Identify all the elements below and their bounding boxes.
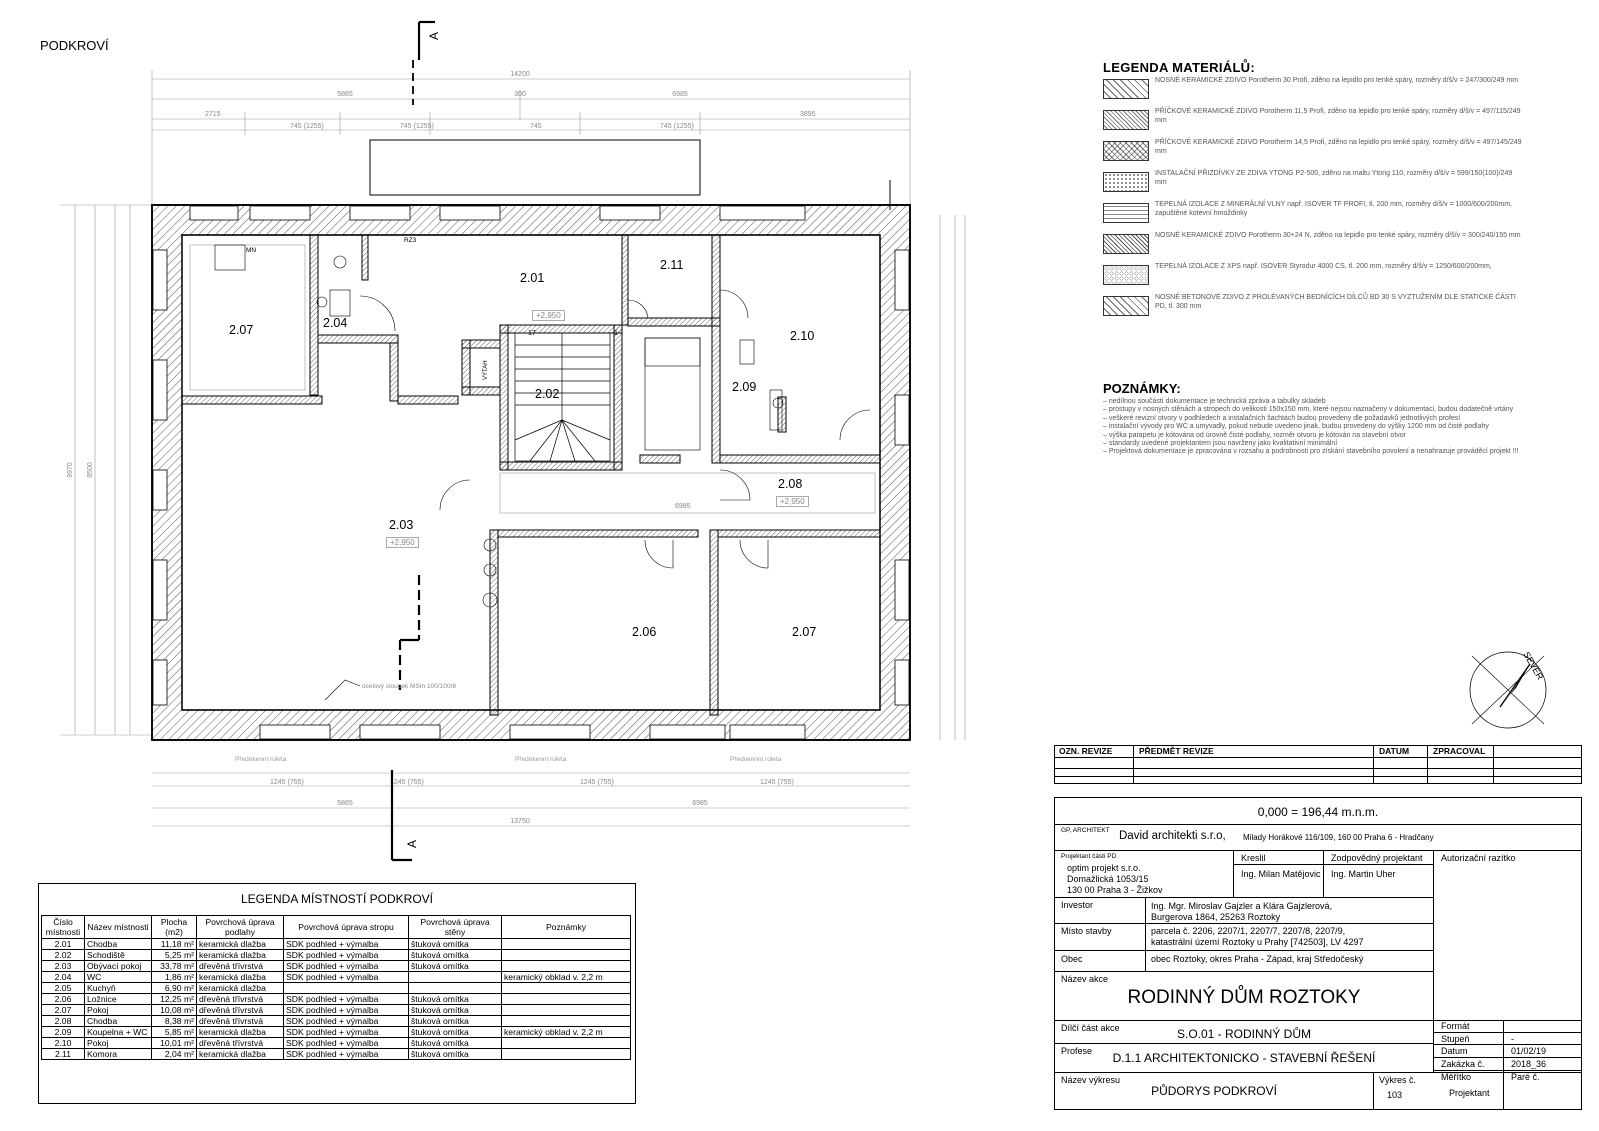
- outer-walls: [152, 205, 910, 740]
- section-label-bottom: A: [405, 839, 419, 848]
- table-cell: 2.07: [42, 1005, 85, 1016]
- note-item: – instalační vývody pro WC a umyvadly, pokud nebude uvedeno jinak, budou provedeny do výšky 1200 mm od čisté podlahy: [1103, 423, 1523, 431]
- sheet-number: 103: [1387, 1090, 1403, 1100]
- material-row: [1103, 263, 1523, 291]
- table-cell: [502, 1049, 631, 1060]
- table-cell: SDK podhled + výmalba: [284, 1049, 409, 1060]
- rz-label: RZ3: [404, 237, 417, 244]
- room-label-2.07: 2.07: [792, 625, 817, 639]
- material-row: [1103, 232, 1523, 260]
- dim-left: 5865: [337, 91, 353, 98]
- table-row: [42, 1027, 631, 1038]
- title-block: [1054, 797, 1582, 1110]
- table-cell: Pokoj: [85, 1005, 152, 1016]
- material-swatch: [1103, 265, 1149, 285]
- room-label-2.11: 2.11: [660, 258, 684, 272]
- interior-walls: [182, 235, 880, 715]
- table-cell: 2.03: [42, 961, 85, 972]
- table-cell: keramická dlažba: [197, 1027, 284, 1038]
- dim-inner-depth: 8500: [87, 462, 94, 478]
- col-header: Poznámky: [502, 916, 631, 939]
- table-cell: 11,18 m²: [152, 939, 197, 950]
- note-item: – standardy uvedené projektantem jsou navrženy jako kvalitativní minimální: [1103, 440, 1523, 448]
- dim-b4: 1245 (755): [760, 779, 794, 786]
- material-swatch: [1103, 79, 1149, 99]
- table-row: [42, 1038, 631, 1049]
- table-cell: 1,86 m²: [152, 972, 197, 983]
- table-cell: [409, 972, 502, 983]
- table-cell: [502, 1016, 631, 1027]
- table-cell: dřevěná třívrstvá: [197, 961, 284, 972]
- date-value: 01/02/19: [1511, 1046, 1547, 1056]
- table-cell: 2.02: [42, 950, 85, 961]
- material-text: NOSNÉ KERAMICKÉ ZDIVO Porotherm 30 Profi, zděno na lepidlo pro tenké spáry, rozměry d/š/v = 247/300/249 mm: [1155, 77, 1519, 84]
- municipality: obec Roztoky, okres Praha - Západ, kraj Středočeský: [1151, 954, 1364, 964]
- table-cell: 10,08 m²: [152, 1005, 197, 1016]
- drew-label: Kreslil: [1241, 853, 1266, 863]
- table-cell: Chodba: [85, 1016, 152, 1027]
- table-cell: [502, 983, 631, 994]
- table-cell: Koupelna + WC: [85, 1027, 152, 1038]
- table-cell: [502, 950, 631, 961]
- material-swatch: [1103, 234, 1149, 254]
- dim-f: 3895: [800, 111, 816, 118]
- architect-name: David architekti s.r.o,: [1119, 830, 1226, 842]
- dim-depth: 9970: [67, 462, 74, 478]
- copy-label: Paré č.: [1511, 1072, 1540, 1082]
- table-cell: [502, 1005, 631, 1016]
- table-cell: keramická dlažba: [197, 950, 284, 961]
- action-label: Název akce: [1061, 974, 1109, 984]
- table-cell: dřevěná třívrstvá: [197, 1016, 284, 1027]
- format-label: Formát: [1441, 1021, 1470, 1031]
- table-cell: SDK podhled + výmalba: [284, 961, 409, 972]
- table-cell: keramická dlažba: [197, 1049, 284, 1060]
- material-row: [1103, 77, 1523, 105]
- table-cell: 33,78 m²: [152, 961, 197, 972]
- table-cell: štuková omítka: [409, 1005, 502, 1016]
- table-row: [42, 1005, 631, 1016]
- table-cell: Ložnice: [85, 994, 152, 1005]
- material-text: TEPELNÁ IZOLACE Z MINERÁLNÍ VLNY např. ISOVER TF PROFI, tl. 200 mm, rozměry d/š/v = 1000/600/200mm, zapuštěné kotevní hmoždinky: [1155, 201, 1513, 217]
- section-label-top: A: [427, 31, 441, 40]
- dim-bottom-overall: 13750: [510, 818, 530, 825]
- table-row: [42, 961, 631, 972]
- material-swatch: [1103, 110, 1149, 130]
- rev-header: DATUM: [1379, 746, 1410, 756]
- col-header: Povrchová úprava stěny: [409, 916, 502, 939]
- room-label-2.01: 2.01: [520, 271, 545, 285]
- table-cell: 2.11: [42, 1049, 85, 1060]
- dim-c: 745 (1255): [400, 123, 434, 130]
- copy-value: Projektant: [1449, 1088, 1490, 1098]
- dim-b3: 1245 (755): [580, 779, 614, 786]
- elevator-label: VÝTAH: [483, 360, 489, 380]
- blind-label-3: Předokenní roleta: [730, 756, 782, 763]
- stair-top-number: 17: [528, 330, 536, 337]
- material-swatch: [1103, 141, 1149, 161]
- table-cell: [409, 983, 502, 994]
- table-cell: 12,25 m²: [152, 994, 197, 1005]
- note-item: – veškeré revizní otvory v podhledech a instalačních šachtách budou provedeny dle požadavků jednotlivých profesí: [1103, 415, 1523, 423]
- table-cell: 2,04 m²: [152, 1049, 197, 1060]
- table-cell: dřevěná třívrstvá: [197, 994, 284, 1005]
- staircase: [515, 333, 610, 461]
- degree-value: -: [1511, 1034, 1514, 1044]
- profession-label: Profese: [1061, 1046, 1093, 1056]
- table-cell: 10,01 m²: [152, 1038, 197, 1049]
- dim-b1: 1245 (755): [270, 779, 304, 786]
- table-cell: 6,90 m²: [152, 983, 197, 994]
- site-line1: parcela č. 2206, 2207/1, 2207/7, 2207/8, 2207/9,: [1151, 926, 1346, 936]
- windows: [153, 206, 909, 739]
- dim-b: 745 (1255): [290, 123, 324, 130]
- action-name: RODINNÝ DŮM ROZTOKY: [1127, 987, 1361, 1008]
- note-item: – prostupy v nosných stěnách a stropech do velikosti 150x150 mm, které nejsou naznačeny v dokumentaci, budou dodatečně vrtány: [1103, 406, 1523, 414]
- dim-right: 6985: [672, 91, 688, 98]
- site-line2: katastrální území Roztoky u Prahy [742503], LV 4297: [1151, 937, 1364, 947]
- table-cell: SDK podhled + výmalba: [284, 1005, 409, 1016]
- material-text: NOSNÉ BETONOVÉ ZDIVO Z PROLÉVANÝCH BEDNÍCÍCH DÍLCŮ BD 30 S VYZTUŽENÍM DLE STATICKÉ ČÁSTI PD, tl. 300 mm: [1155, 294, 1516, 310]
- table-cell: Pokoj: [85, 1038, 152, 1049]
- level-2.01: +2,950: [532, 310, 565, 321]
- drew-name: Ing. Milan Matějovic: [1241, 869, 1321, 879]
- dimension-lines-right: [940, 215, 965, 740]
- table-cell: keramický obklad v. 2,2 m: [502, 1027, 631, 1038]
- table-cell: 2.08: [42, 1016, 85, 1027]
- table-cell: SDK podhled + výmalba: [284, 1038, 409, 1049]
- table-cell: štuková omítka: [409, 1027, 502, 1038]
- material-text: NOSNÉ KERAMICKÉ ZDIVO Porotherm 30+24 N, zděno na lepidlo pro tenké spáry, rozměry d/š/v = 300/240/155 mm: [1155, 232, 1521, 239]
- degree-label: Stupeň: [1441, 1034, 1470, 1044]
- order-value: 2018_36: [1511, 1059, 1547, 1069]
- material-text: PŘÍČKOVÉ KERAMICKÉ ZDIVO Porotherm 11,5 Profi, zděno na lepidlo pro tenké spáry, rozměry d/š/v = 497/115/249 mm: [1155, 108, 1521, 124]
- table-cell: dřevěná třívrstvá: [197, 1038, 284, 1049]
- table-row: [42, 994, 631, 1005]
- order-label: Zakázka č.: [1441, 1059, 1485, 1069]
- pd-street: Domažlická 1053/15: [1067, 874, 1149, 884]
- table-cell: Schodiště: [85, 950, 152, 961]
- table-cell: štuková omítka: [409, 1049, 502, 1060]
- col-header: Povrchová úprava podlahy: [197, 916, 284, 939]
- table-cell: 8,38 m²: [152, 1016, 197, 1027]
- table-cell: 2.01: [42, 939, 85, 950]
- investor-label: Investor: [1061, 900, 1094, 910]
- pd-firm: optim projekt s.r.o.: [1067, 863, 1141, 873]
- material-row: [1103, 201, 1523, 229]
- rev-header: OZN. REVIZE: [1059, 746, 1113, 756]
- rev-header: PŘEDMĚT REVIZE: [1139, 746, 1214, 756]
- stamp-label: Autorizační razítko: [1441, 853, 1516, 863]
- dimension-lines-bottom: [152, 773, 910, 826]
- rooms-table-body: [42, 939, 631, 1060]
- col-header: Název místnosti: [85, 916, 152, 939]
- table-row: [42, 983, 631, 994]
- part-name: S.O.01 - RODINNÝ DŮM: [1176, 1027, 1311, 1041]
- table-cell: [284, 983, 409, 994]
- blind-label-2: Předokenní roleta: [515, 756, 567, 763]
- dim-d: 745: [530, 123, 542, 130]
- material-text: TEPELNÁ IZOLACE Z XPS např. ISOVER Styrodur 4000 CS, tl. 200 mm, rozměry d/š/v = 1250/600/200mm,: [1155, 263, 1492, 270]
- elevation: 0,000 = 196,44 m.n.m.: [1257, 805, 1379, 819]
- table-cell: Komora: [85, 1049, 152, 1060]
- dim-e: 745 (1255): [660, 123, 694, 130]
- table-cell: Obývací pokoj: [85, 961, 152, 972]
- table-cell: štuková omítka: [409, 961, 502, 972]
- table-cell: [502, 1038, 631, 1049]
- stair-bottom-number: 1: [614, 330, 618, 337]
- material-text: INSTALAČNÍ PŘIZDÍVKY ZE ZDIVA YTONG P2-500, zděno na maltu Ytong 110, rozměry d/š/v = 599/150(100)/249 mm: [1155, 170, 1513, 186]
- table-row: [42, 1049, 631, 1060]
- table-cell: keramická dlažba: [197, 983, 284, 994]
- table-cell: 5,25 m²: [152, 950, 197, 961]
- col-header: Plocha (m2): [152, 916, 197, 939]
- table-cell: [502, 961, 631, 972]
- drawing-name: PŮDORYS PODKROVÍ: [1151, 1084, 1277, 1098]
- page-title: PODKROVÍ: [40, 38, 109, 53]
- room-label-2.06: 2.06: [632, 625, 657, 639]
- level-2.08: +2,950: [776, 496, 809, 507]
- material-swatch: [1103, 203, 1149, 223]
- room-label-2.08: 2.08: [778, 477, 803, 491]
- material-row: [1103, 170, 1523, 198]
- col-header: Povrchová úprava stropu: [284, 916, 409, 939]
- table-cell: 2.04: [42, 972, 85, 983]
- table-cell: SDK podhled + výmalba: [284, 994, 409, 1005]
- table-cell: Chodba: [85, 939, 152, 950]
- table-cell: SDK podhled + výmalba: [284, 950, 409, 961]
- table-cell: 2.06: [42, 994, 85, 1005]
- room-label-2.10: 2.10: [790, 329, 815, 343]
- site-label: Místo stavby: [1061, 926, 1112, 936]
- table-cell: 2.09: [42, 1027, 85, 1038]
- scale-label: Měřítko: [1441, 1072, 1472, 1082]
- dim-bottom-right: 6985: [692, 800, 708, 807]
- table-cell: SDK podhled + výmalba: [284, 972, 409, 983]
- table-cell: štuková omítka: [409, 950, 502, 961]
- table-cell: [502, 994, 631, 1005]
- revision-table: [1054, 745, 1582, 784]
- blind-label-1: Předokenní roleta: [235, 756, 287, 763]
- table-cell: keramický obklad v. 2,2 m: [502, 972, 631, 983]
- dim-mid: 300: [514, 91, 526, 98]
- material-row: [1103, 294, 1523, 322]
- table-cell: štuková omítka: [409, 1016, 502, 1027]
- room-label-2.09: 2.09: [732, 380, 757, 394]
- room-label-2.02: 2.02: [535, 387, 560, 401]
- dim-a: 2715: [205, 111, 221, 118]
- table-row: [42, 972, 631, 983]
- investor-line1: Ing. Mgr. Miroslav Gajzler a Klára Gajzlerová,: [1151, 901, 1333, 911]
- responsible-label: Zodpovědný projektant: [1331, 853, 1423, 863]
- level-2.03: +2,950: [386, 537, 419, 548]
- dim-overall: 14200: [510, 71, 530, 78]
- table-cell: SDK podhled + výmalba: [284, 1027, 409, 1038]
- gp-label: GP, ARCHITEKT: [1061, 827, 1110, 834]
- materials-legend-title: LEGENDA MATERIÁLŮ:: [1103, 60, 1255, 75]
- drawing-label: Název výkresu: [1061, 1075, 1121, 1085]
- room-label-2.03: 2.03: [389, 518, 414, 532]
- rooms-legend-title: LEGENDA MÍSTNOSTÍ PODKROVÍ: [240, 892, 434, 906]
- material-row: [1103, 139, 1523, 167]
- table-row: [42, 1016, 631, 1027]
- table-cell: dřevěná třívrstvá: [197, 1005, 284, 1016]
- rooms-legend: [38, 883, 636, 1104]
- table-cell: štuková omítka: [409, 994, 502, 1005]
- pd-label: Projektant části PD: [1061, 853, 1117, 860]
- material-text: PŘÍČKOVÉ KERAMICKÉ ZDIVO Porotherm 14,5 Profi, zděno na lepidlo pro tenké spáry, rozměry d/š/v = 497/145/249 mm: [1155, 139, 1522, 155]
- table-cell: WC: [85, 972, 152, 983]
- material-swatch: [1103, 296, 1149, 316]
- material-swatch: [1103, 172, 1149, 192]
- room-label-2.04: 2.04: [323, 316, 348, 330]
- investor-line2: Burgerova 1864, 25263 Roztoky: [1151, 912, 1281, 922]
- table-cell: keramická dlažba: [197, 972, 284, 983]
- note-item: – nedílnou součástí dokumentace je technická zpráva a tabulky skladeb: [1103, 398, 1523, 406]
- table-cell: 2.10: [42, 1038, 85, 1049]
- municipality-label: Obec: [1061, 954, 1083, 964]
- dim-bottom-left: 5865: [337, 800, 353, 807]
- dormer-outline: [370, 140, 700, 195]
- table-cell: SDK podhled + výmalba: [284, 1016, 409, 1027]
- material-row: [1103, 108, 1523, 136]
- mn-label: MN: [246, 247, 257, 254]
- table-row: [42, 939, 631, 950]
- pd-city: 130 00 Praha 3 - Žižkov: [1067, 885, 1163, 895]
- note-item: – výška parapetu je kótována od úrovně čisté podlahy, rozměr otvoru je kótován na stavební otvor: [1103, 432, 1523, 440]
- part-label: Dílčí část akce: [1061, 1023, 1120, 1033]
- table-cell: keramická dlažba: [197, 939, 284, 950]
- table-cell: štuková omítka: [409, 939, 502, 950]
- architect-address: Milady Horákové 116/109, 160 00 Praha 6 - Hradčany: [1243, 833, 1434, 842]
- room-label-2.05: 2.07: [229, 323, 254, 337]
- rooms-table: [41, 915, 631, 1060]
- table-cell: Kuchyň: [85, 983, 152, 994]
- table-cell: 5,85 m²: [152, 1027, 197, 1038]
- column-note: ocelový sloupek MSm 100/100/8: [362, 683, 456, 690]
- dim-b2: 1245 (755): [390, 779, 424, 786]
- table-row: [42, 950, 631, 961]
- col-header: Číslo místnosti: [42, 916, 85, 939]
- table-cell: SDK podhled + výmalba: [284, 939, 409, 950]
- profession-name: D.1.1 ARCHITEKTONICKO - STAVEBNÍ ŘEŠENÍ: [1112, 1051, 1376, 1065]
- rev-header: ZPRACOVAL: [1433, 746, 1486, 756]
- date-label: Datum: [1441, 1046, 1468, 1056]
- note-item: – Projektová dokumentace je zpracována v rozsahu a podrobnosti pro získání stavebního povolení a nenahrazuje prováděcí projekt !!!: [1103, 448, 1523, 456]
- notes-list: [1103, 398, 1523, 457]
- notes-title: POZNÁMKY:: [1103, 381, 1181, 396]
- table-cell: štuková omítka: [409, 1038, 502, 1049]
- table-cell: 2.05: [42, 983, 85, 994]
- table-cell: [502, 939, 631, 950]
- sheet-label: Výkres č.: [1379, 1075, 1417, 1085]
- responsible-name: Ing. Martin Uher: [1331, 869, 1396, 879]
- corridor-dimension: 6985: [675, 503, 691, 510]
- north-label: SEVER: [1521, 650, 1546, 682]
